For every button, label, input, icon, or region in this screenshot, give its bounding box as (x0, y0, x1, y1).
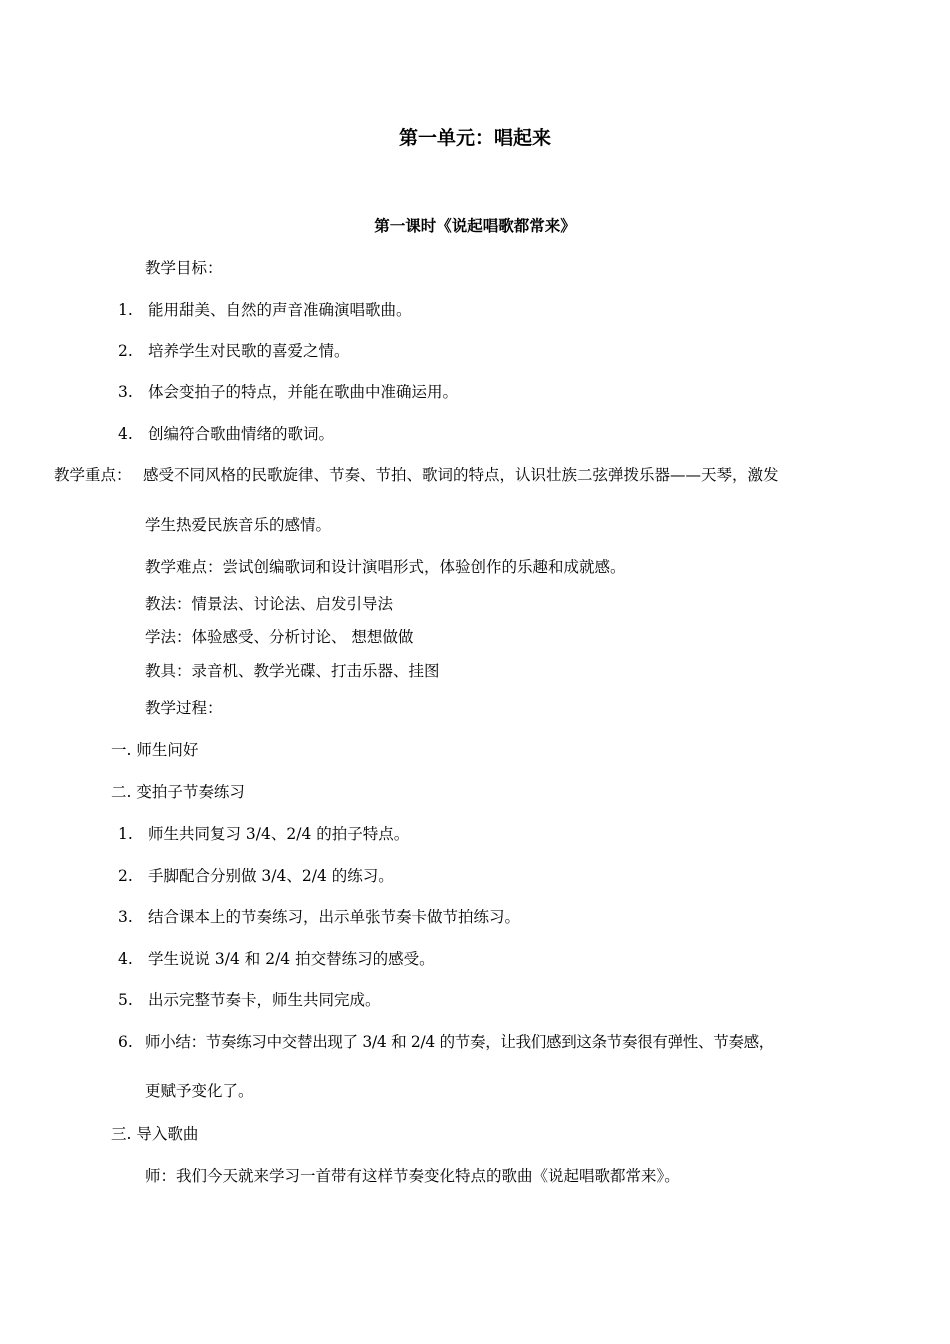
step-item: 手脚配合分别做 3/4、2/4 的练习。 (148, 867, 394, 885)
step-number: 1. (118, 825, 133, 843)
difficulty: 教学难点：尝试创编歌词和设计演唱形式，体验创作的乐趣和成就感。 (145, 558, 626, 576)
step-item: 出示完整节奏卡，师生共同完成。 (148, 991, 381, 1009)
section-heading: 三. 导入歌曲 (111, 1125, 199, 1143)
process-heading: 教学过程： (145, 699, 223, 717)
step-number: 4. (118, 950, 133, 968)
teaching-tools: 教具：录音机、教学光碟、打击乐器、挂图 (145, 662, 440, 680)
step-number: 5. (118, 991, 133, 1009)
step-item: 师小结：节奏练习中交替出现了 3/4 和 2/4 的节奏，让我们感到这条节奏很有弹性、节奏感， (145, 1033, 775, 1051)
step-number: 6. (118, 1033, 133, 1051)
objectives-heading: 教学目标： (145, 259, 223, 277)
step-item: 学生说说 3/4 和 2/4 拍交替练习的感受。 (148, 950, 435, 968)
section-heading: 二. 变拍子节奏练习 (111, 783, 245, 801)
teaching-method: 教法：情景法、讨论法、启发引导法 (145, 595, 394, 613)
teacher-line: 师：我们今天就来学习一首带有这样节奏变化特点的歌曲《说起唱歌都常来》。 (145, 1167, 680, 1185)
step-number: 3. (118, 908, 133, 926)
step-number: 2. (118, 867, 133, 885)
key-points-label: 教学重点： (54, 466, 132, 484)
key-points-text: 感受不同风格的民歌旋律、节奏、节拍、歌词的特点，认识壮族二弦弹拨乐器——天琴，激发 (143, 466, 779, 484)
step-item-cont: 更赋予变化了。 (145, 1082, 254, 1100)
objective-number: 4. (118, 425, 133, 443)
unit-title: 第一单元：唱起来 (398, 127, 551, 149)
objective-item: 培养学生对民歌的喜爱之情。 (148, 342, 350, 360)
step-item: 结合课本上的节奏练习，出示单张节奏卡做节拍练习。 (148, 908, 521, 926)
objective-item: 能用甜美、自然的声音准确演唱歌曲。 (148, 301, 412, 319)
objective-number: 1. (118, 301, 133, 319)
objective-number: 3. (118, 383, 133, 401)
lesson-title: 第一课时《说起唱歌都常来》 (374, 217, 576, 235)
objective-number: 2. (118, 342, 133, 360)
objective-item: 体会变拍子的特点，并能在歌曲中准确运用。 (148, 383, 459, 401)
section-heading: 一. 师生问好 (111, 741, 199, 759)
objective-item: 创编符合歌曲情绪的歌词。 (148, 425, 335, 443)
learning-method: 学法：体验感受、分析讨论、 想想做做 (145, 628, 414, 646)
step-item: 师生共同复习 3/4、2/4 的拍子特点。 (148, 825, 410, 843)
key-points-text-cont: 学生热爱民族音乐的感情。 (145, 516, 332, 534)
